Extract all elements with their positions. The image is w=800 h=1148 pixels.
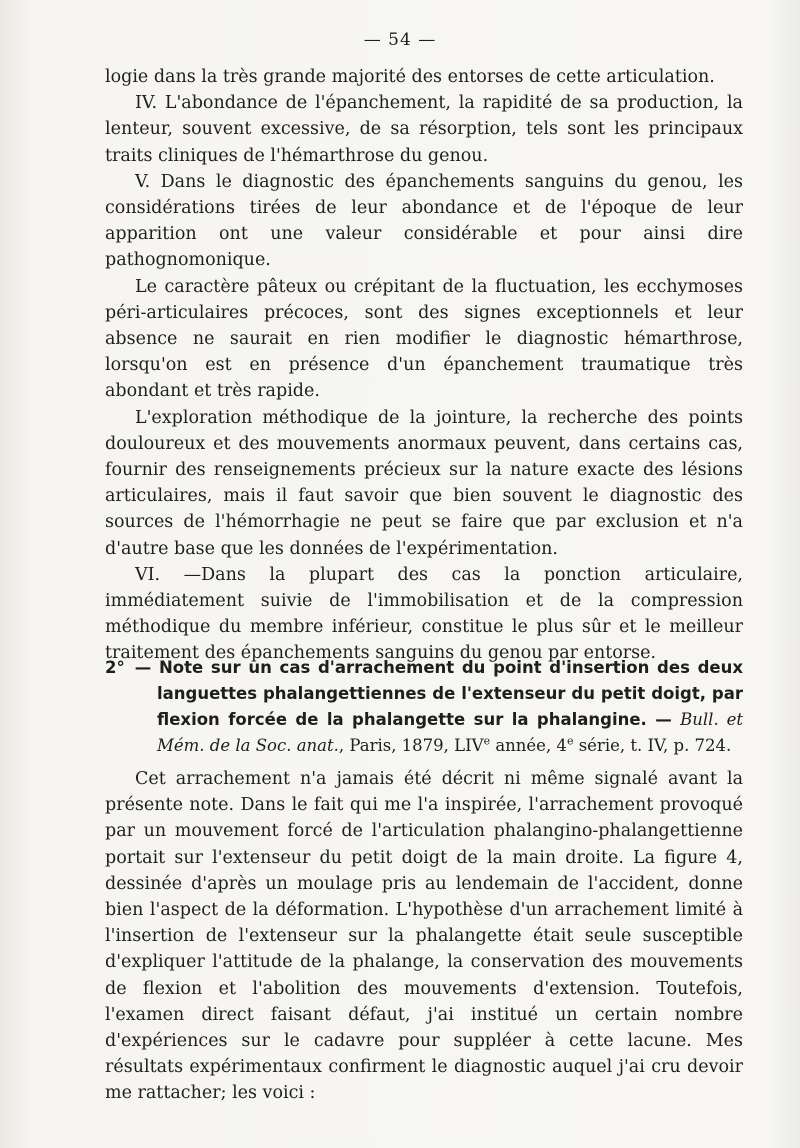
paragraph-v: V. Dans le diagnostic des épanchements sanguins du genou, les considérations tirées de leur abondance et de l'époque de leur apparition ont une valeur considérable et pour ainsi dire pathognomonique. xyxy=(105,171,743,271)
note-source-detail-2: année, 4 xyxy=(490,736,567,755)
note-source-detail-3: série, t. IV, p. 724. xyxy=(573,736,732,755)
note-number: 2° xyxy=(105,658,125,677)
paragraph-exploration: L'exploration méthodique de la jointure, la recherche des points douloureux et des mouvements anormaux peuvent, dans certains cas, fournir des renseignements précieux sur la nature exacte des lésions articulaires, mais il faut savoir que bien souvent le diagnostic des sources de l'hémorrhagie ne peut se faire que par exclusion et n'a d'autre base que les données de l'expérimentation. xyxy=(105,407,743,559)
note-source-superscript-2: e xyxy=(566,734,574,748)
page-number: — 54 — xyxy=(363,30,437,50)
note-source-journal: Bull. et Mém. de la Soc. anat. xyxy=(157,710,743,755)
paragraph-note-body: Cet arrachement n'a jamais été décrit ni même signalé avant la présente note. Dans le fait qui me l'a inspirée, l'arrachement provoqué par un mouvement forcé de l'articulation phalangino-phalangettienne portait sur l'extenseur du petit doigt de la main droite. La figure 4, dessinée d'après un moulage pris au lendemain de l'accident, donne bien l'aspect de la déformation. L'hypothèse d'un arrachement limité à l'insertion de l'extenseur sur la phalangette était seule susceptible d'expliquer l'attitude de la phalange, la conservation des mouvements de flexion et l'abolition des mouvements d'extension. Toutefois, l'examen direct faisant défaut, j'ai institué un certain nombre d'expériences sur le cadavre pour suppléer à cette lacune. Mes résultats expérimentaux confirment le diagnostic auquel j'ai cru devoir me rattacher; les voici : xyxy=(105,769,743,1104)
paragraph-continuation: logie dans la très grande majorité des entorses de cette articulation. xyxy=(105,67,715,87)
note-title: — Note sur un cas d'arrachement du point d'insertion des deux languettes phalangettiennes de l'extenseur du petit doigt, par flexion forcée de la phalangette sur la phalangine. — xyxy=(134,658,743,729)
note-body-section xyxy=(105,766,743,1107)
paragraph-iv: IV. L'abondance de l'épanchement, la rapidité de sa production, la lenteur, souvent excessive, de sa résorption, tels sont les principaux traits cliniques de l'hémarthrose du genou. xyxy=(105,93,743,166)
note-source-superscript: e xyxy=(483,734,491,748)
paragraph-signs: Le caractère pâteux ou crépitant de la fluctuation, les ecchymoses péri-articulaires précoces, sont des signes exceptionnels et leur absence ne saurait en rien modifier le diagnostic hémarthrose, lorsqu'on est en présence d'un épanchement traumatique très abondant et très rapide. xyxy=(105,276,743,402)
note-heading-section xyxy=(105,655,743,759)
note-source-detail: , Paris, 1879, LIV xyxy=(338,736,484,755)
conclusions-section xyxy=(105,64,743,667)
paragraph-vi: VI. —Dans la plupart des cas la ponction articulaire, immédiatement suivie de l'immobilisation et de la compression méthodique du membre inférieur, constitue le plus sûr et le meilleur traitement des épanchements sanguins du genou par entorse. xyxy=(105,564,743,664)
note-heading xyxy=(105,655,743,759)
